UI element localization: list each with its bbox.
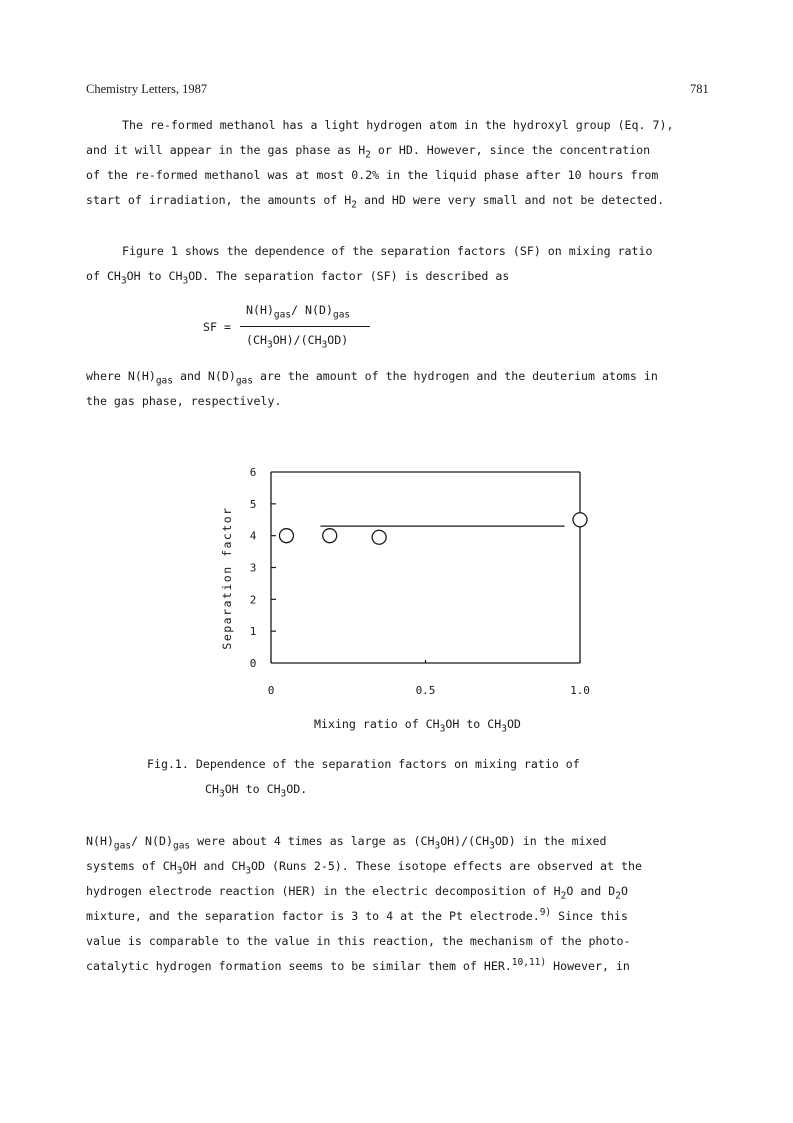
para1-line3: of the re-formed methanol was at most 0.2% in the liquid phase after 10 hours from (86, 168, 659, 182)
x-tick-label-0.5: 0.5 (415, 684, 436, 697)
data-point-2 (323, 529, 337, 543)
para3-line2: the gas phase, respectively. (86, 394, 282, 408)
equation-denominator: $(CH_3OH)/(CH_3OD)$ (246, 333, 349, 351)
para1-line2: and it will appear in the gas phase as $H_2$ or HD. However, since the concentration (86, 143, 651, 161)
y-tick-label-1: 1 (249, 625, 257, 639)
data-point-1 (279, 529, 293, 543)
equation-lhs: SF = (203, 320, 231, 334)
y-tick-label-6: 6 (249, 466, 257, 479)
para4-line5: value is comparable to the value in this reaction, the mechanism of the photo- (86, 934, 631, 948)
figure-caption-line1: Fig.1. Dependence of the separation factors on mixing ratio of (147, 757, 580, 771)
y-tick-label-5: 5 (249, 497, 257, 511)
chart-y-ticks (250, 466, 276, 670)
y-tick-label-4: 4 (249, 529, 257, 543)
equation-numerator: $N(H)_{gas}/$ $N(D)_{gas}$ (246, 303, 351, 321)
x-tick-label-1.0: 1.0 (570, 684, 590, 697)
page-number: 781 (690, 82, 709, 96)
y-tick-label-0: 0 (249, 657, 257, 670)
journal-header: Chemistry Letters, 1987 (86, 82, 208, 96)
chart-points (279, 513, 587, 545)
para4-line2: systems of $CH_3OH$ and $CH_3OD$ (Runs 2-5). These isotope effects are observed at the (86, 859, 642, 877)
para4-line6: catalytic hydrogen formation seems to be similar them of HER.$^{10,11)}$ However, in (86, 956, 630, 973)
para2-line2: of $CH_3OH$ to $CH_3OD$. The separation factor (SF) is described as (86, 269, 510, 287)
para4-line3: hydrogen electrode reaction (HER) in the electric decomposition of $H_2O$ and $D_2O$ (86, 884, 628, 902)
para4-line1: $N(H)_{gas}/$ $N(D)_{gas}$ were about 4 times as large as $(CH_3OH)/(CH_3OD)$ in the mixed (86, 834, 607, 852)
y-tick-label-3: 3 (249, 561, 257, 575)
para2-line1: Figure 1 shows the dependence of the separation factors (SF) on mixing ratio (122, 244, 653, 258)
data-point-4 (573, 513, 587, 527)
x-axis-label: Mixing ratio of $CH_3OH$ to $CH_3OD$ (314, 717, 521, 735)
para1-line1: The re-formed methanol has a light hydrogen atom in the hydroxyl group (Eq. 7), (122, 118, 674, 132)
data-point-3 (372, 530, 386, 544)
para4-line4: mixture, and the separation factor is 3 to 4 at the Pt electrode.$^{9)}$ Since this (86, 906, 628, 923)
chart-x-ticks (268, 660, 590, 697)
x-tick-label-0: 0 (267, 684, 275, 697)
figure-caption-line2: $CH_3OH$ to $CH_3OD$. (205, 782, 308, 800)
para3-line1: where $N(H)_{gas}$ and $N(D)_{gas}$ are the amount of the hydrogen and the deuterium atoms in (86, 369, 658, 387)
y-tick-label-2: 2 (249, 593, 257, 607)
chart-axes (271, 472, 580, 663)
para1-line4: start of irradiation, the amounts of $H_2$ and HD were very small and not be detected. (86, 193, 665, 211)
y-axis-label: Separation factor (220, 506, 234, 650)
